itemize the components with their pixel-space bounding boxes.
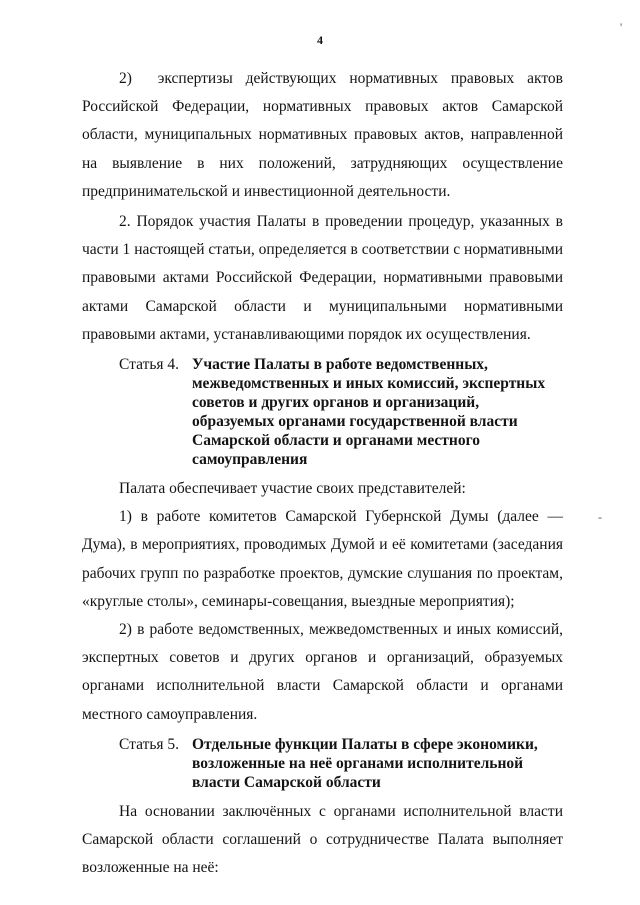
article-heading bbox=[82, 355, 563, 469]
document-body bbox=[82, 65, 563, 882]
page-number: 4 bbox=[317, 33, 323, 47]
article-title: Участие Палаты в работе ведомственных, межведомственных и иных комиссий, экспертных советов и других органов и организаций, образуемых органами государственной власти Самарской области и органами местного самоуправления bbox=[192, 356, 546, 469]
paragraph: 1) в работе комитетов Самарской Губернской Думы (далее — Дума), в мероприятиях, проводимых Думой и её комитетами (заседания рабочих групп по разработке проектов, думские слушания по проектам, «круглые столы», семинары-совещания, выездные мероприятия); bbox=[82, 508, 563, 610]
article-title: Отдельные функции Палаты в сфере экономики, возложенные на неё органами исполнительной власти Самарской области bbox=[192, 735, 538, 791]
paragraph: Палата обеспечивает участие своих представителей: bbox=[119, 480, 466, 498]
article-label: Статья 4. bbox=[119, 356, 180, 374]
scan-mark: ' bbox=[620, 20, 623, 34]
article-label: Статья 5. bbox=[119, 735, 180, 753]
paragraph: На основании заключённых с органами исполнительной власти Самарской области соглашений о сотрудничестве Палата выполняет возложенные на неё: bbox=[82, 802, 563, 877]
paragraph: 2) в работе ведомственных, межведомственных и иных комиссий, экспертных советов и других органов и организаций, образуемых органами исполнительной власти Самарской области и органами местного самоуправления. bbox=[82, 621, 563, 723]
paragraph: 2) экспертизы действующих нормативных правовых актов Российской Федерации, нормативных правовых актов Самарской области, муниципальных нормативных правовых актов, направленной на выявление в них положений, затрудняющих осуществление предпринимательской и инвестиционной деятельности. bbox=[82, 70, 563, 200]
scan-mark: - bbox=[598, 510, 602, 524]
paragraph: 2. Порядок участия Палаты в проведении процедур, указанных в части 1 настоящей статьи, определяется в соответствии с нормативными правовыми актами Российской Федерации, нормативными правовыми актами Самарской области и муниципальными нормативными правовыми актами, устанавливающими порядок их осуществления. bbox=[82, 213, 563, 343]
article-heading bbox=[82, 735, 563, 792]
